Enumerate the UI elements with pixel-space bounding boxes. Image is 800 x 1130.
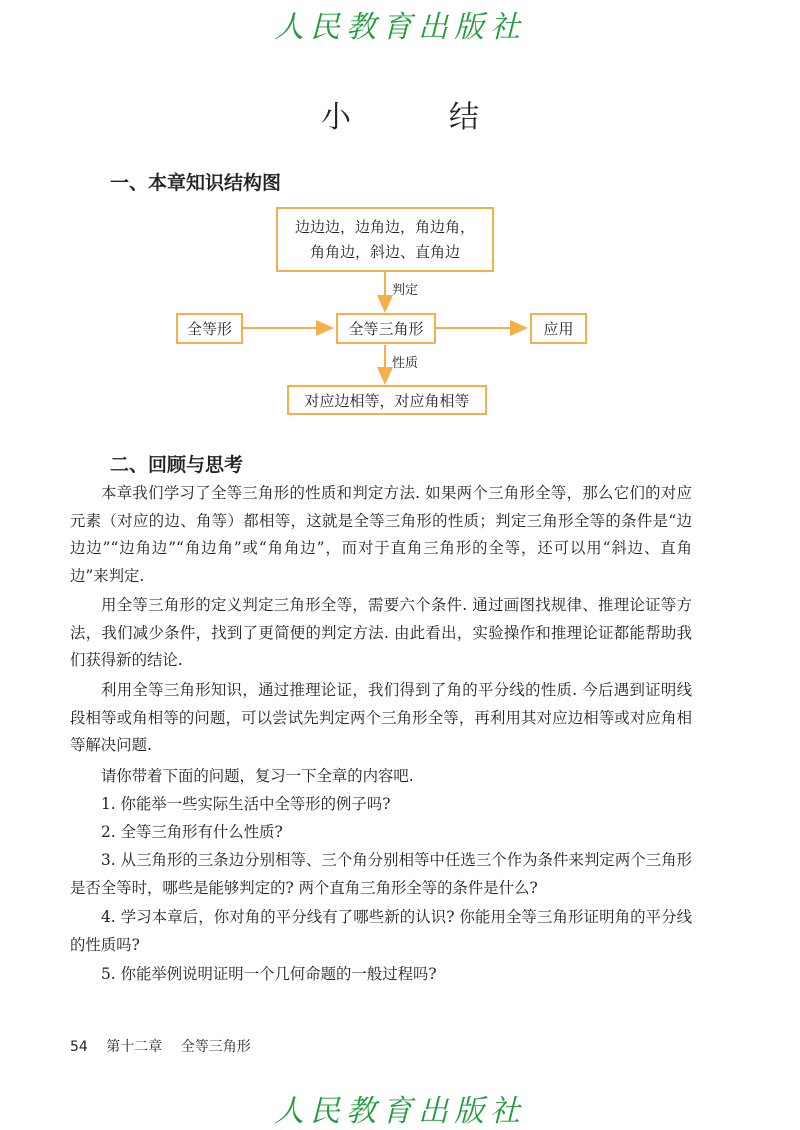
paragraph-definition: 用全等三角形的定义判定三角形全等，需要六个条件. 通过画图找规律、推理论证等方法，我们减少条件，找到了更简便的判定方法. 由此看出，实验操作和推理论证都能帮助我们获得新的结论.: [70, 596, 692, 669]
question-5: 5. 你能举例说明证明一个几何命题的一般过程吗?: [101, 965, 437, 983]
page-footer: [70, 1036, 265, 1056]
question-3: 3. 从三角形的三条边分别相等、三个角分别相等中任选三个作为条件来判定两个三角形是否全等时，哪些是能够判定的? 两个直角三角形全等的条件是什么?: [70, 851, 692, 897]
box-corresponding-equal: 对应边相等，对应角相等: [287, 385, 487, 415]
paragraph-review-prompt: 请你带着下面的问题，复习一下全章的内容吧.: [101, 767, 414, 785]
box-criteria: [276, 207, 494, 272]
section-heading-review: 二、回顾与思考: [110, 454, 244, 476]
box-congruent-figure: 全等形: [176, 313, 243, 344]
criteria-line-2: 角角边，斜边、直角边: [309, 242, 460, 261]
question-1: 1. 你能举一些实际生活中全等形的例子吗?: [101, 795, 391, 813]
box-application: 应用: [530, 313, 587, 344]
question-4: 4. 学习本章后，你对角的平分线有了哪些新的认识? 你能用全等三角形证明角的平分线的性质吗?: [70, 908, 692, 954]
box-congruent-triangle: 全等三角形: [336, 313, 436, 344]
chapter-number: 第十二章: [106, 1039, 163, 1055]
chapter-title: 全等三角形: [180, 1039, 251, 1055]
label-property: 性质: [392, 356, 419, 371]
criteria-line-1: 边边边，边角边，角边角，: [294, 217, 475, 236]
question-2: 2. 全等三角形有什么性质?: [101, 823, 283, 841]
publisher-logo-top: 人民教育出版社: [274, 10, 526, 45]
knowledge-structure-diagram: [0, 195, 800, 425]
page-number: 54: [70, 1039, 88, 1055]
publisher-logo-bottom: 人民教育出版社: [274, 1094, 526, 1129]
paragraph-bisector: 利用全等三角形知识，通过推理论证，我们得到了角的平分线的性质. 今后遇到证明线段相等或角相等的问题，可以尝试先判定两个三角形全等，再利用其对应边相等或对应角相等解决问题.: [70, 681, 692, 754]
section-heading-structure: 一、本章知识结构图: [110, 172, 282, 194]
page-title: 小 结: [321, 100, 513, 135]
paragraph-summary: 本章我们学习了全等三角形的性质和判定方法. 如果两个三角形全等，那么它们的对应元素（对应的边、角等）都相等，这就是全等三角形的性质；判定三角形全等的条件是“边边边”“边角边”“角边角”或“角角边”，而对于直角三角形的全等，还可以用“斜边、直角边”来判定.: [70, 484, 692, 585]
label-judge: 判定: [392, 283, 419, 298]
